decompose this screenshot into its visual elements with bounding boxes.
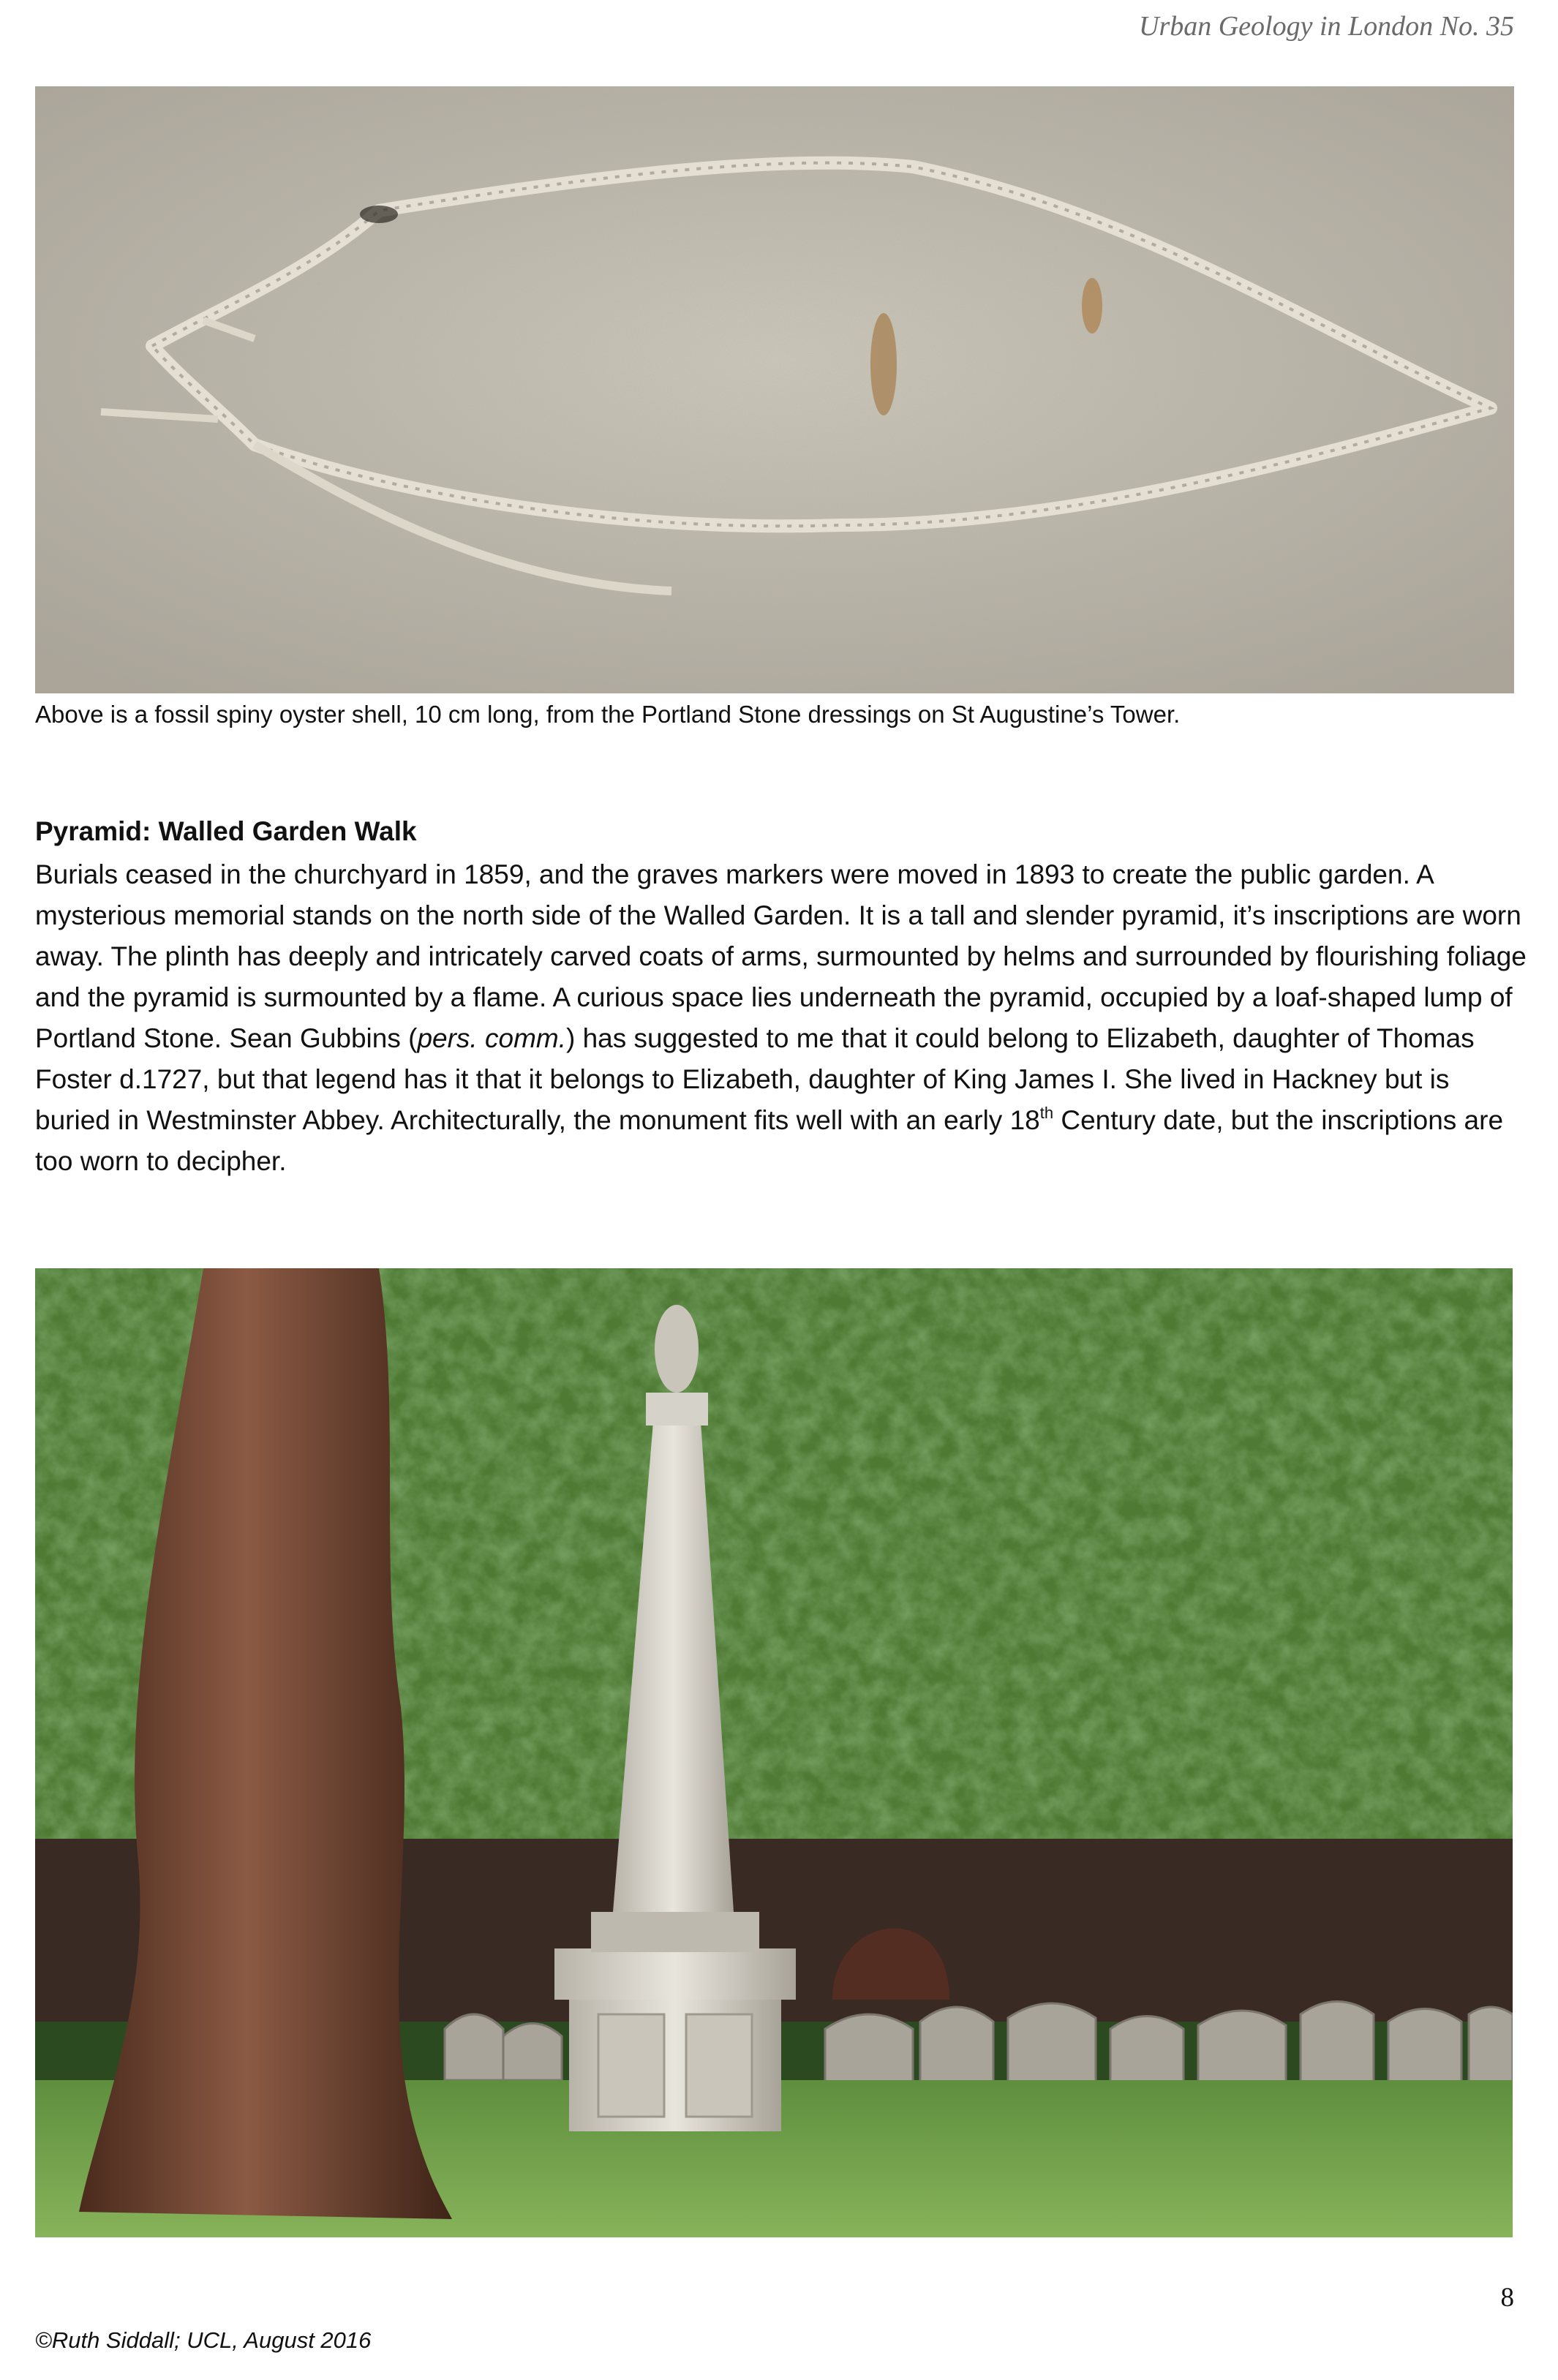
footer-copyright: ©Ruth Siddall; UCL, August 2016 (35, 2327, 372, 2353)
section-body (35, 854, 1527, 1182)
fossil-oyster-photo (35, 86, 1514, 693)
section-heading: Pyramid: Walled Garden Walk (35, 816, 417, 846)
page-number: 8 (1500, 2283, 1514, 2313)
figure-caption: Above is a fossil spiny oyster shell, 10 cm long, from the Portland Stone dressings on St Augustine’s Tower. (35, 701, 1181, 728)
body-text-part-3: Century date, but the inscriptions are too worn to decipher. (35, 1105, 1504, 1176)
body-text-italic: pers. comm. (417, 1023, 566, 1053)
pyramid-memorial-photo (35, 1268, 1513, 2237)
body-text-part-1: Burials ceased in the churchyard in 1859, and the graves markers were moved in 1893 to create the public garden. A mysterious memorial stands on the north side of the Walled Garden. It is a tall and slender pyramid, it’s inscriptions are worn away. The plinth has deeply and intricately carved coats of arms, surmounted by helms and surrounded by flourishing foliage and the pyramid is surmounted by a flame. A curious space lies underneath the pyramid, occupied by a loaf-shaped lump of Portland Stone. Sean Gubbins ( (35, 859, 1527, 1053)
body-text-superscript: th (1039, 1103, 1054, 1122)
running-header: Urban Geology in London No. 35 (1139, 11, 1514, 42)
body-text-part-2: ) has suggested to me that it could belong to Elizabeth, daughter of Thomas Foster d.1727, but that legend has it that it belongs to Elizabeth, daughter of King James I. She lived in Hackney but is buried in Westminster Abbey. Architecturally, the monument fits well with an early 18 (35, 1023, 1475, 1135)
